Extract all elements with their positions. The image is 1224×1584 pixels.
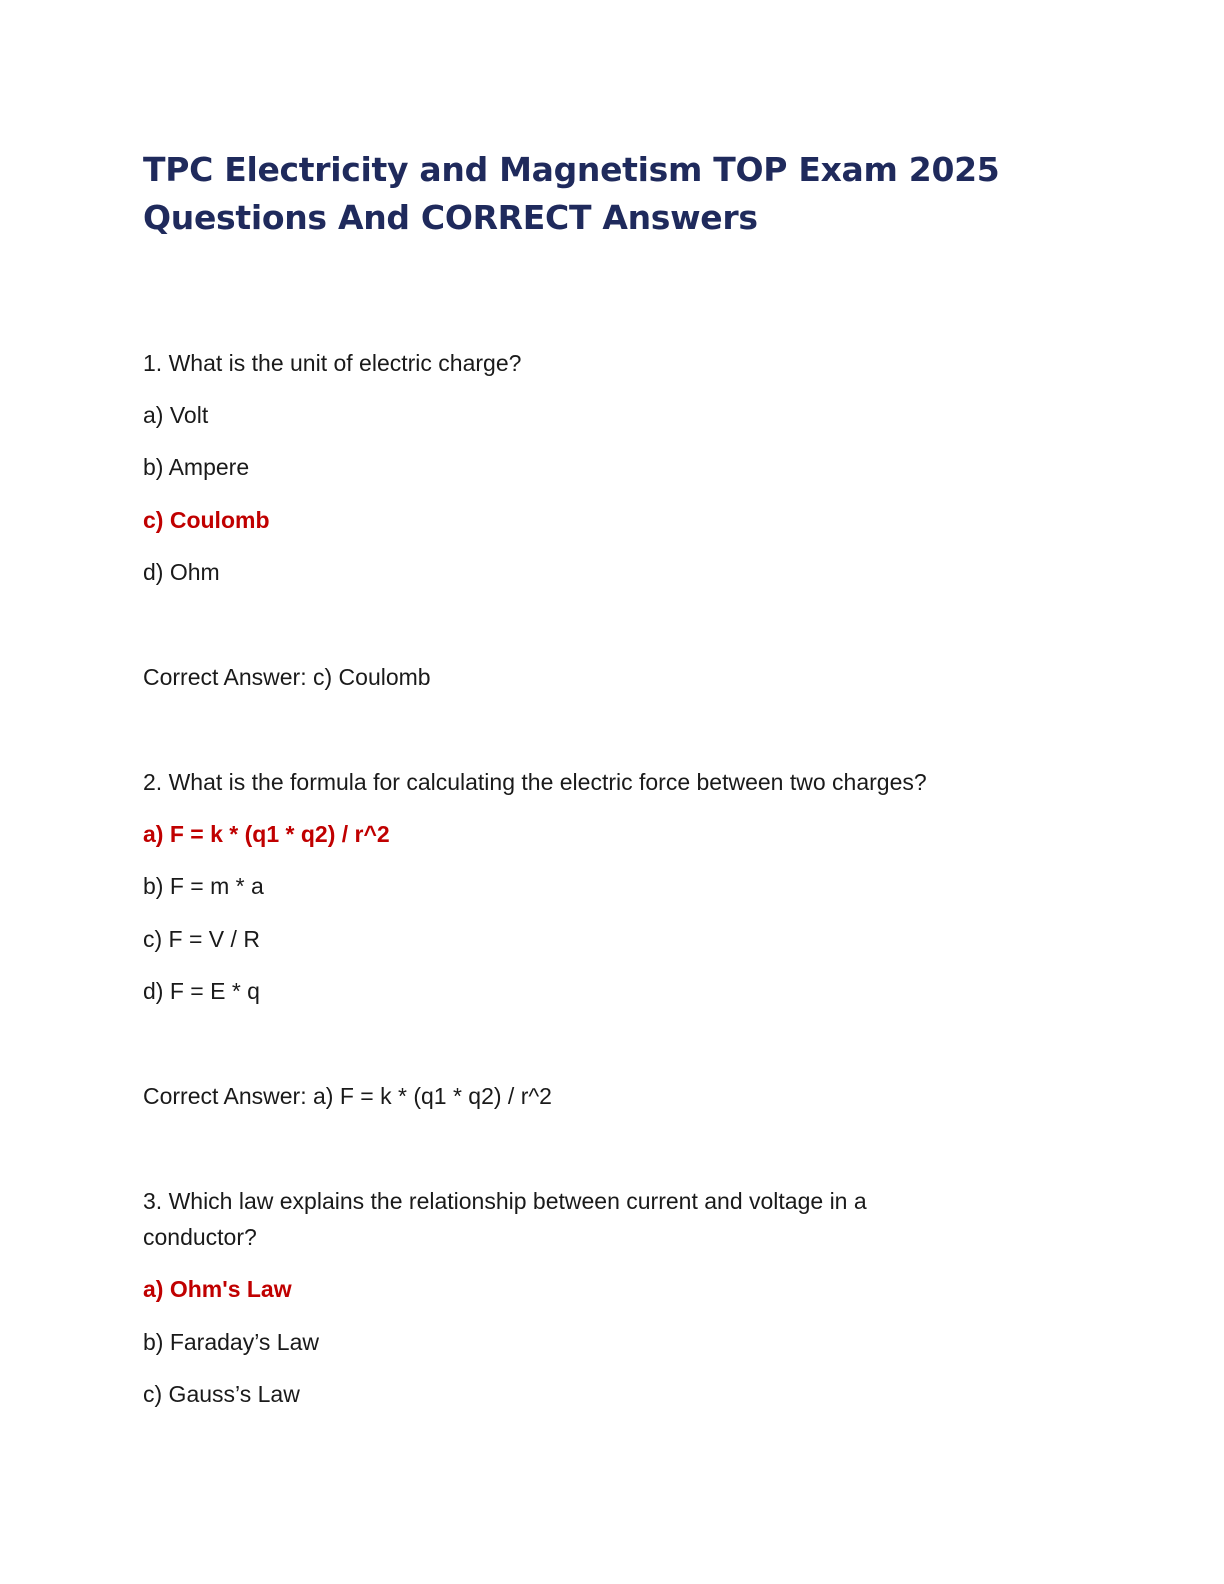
question-2-option-c: c) F = V / R xyxy=(143,926,260,952)
question-2-option-a-correct: a) F = k * (q1 * q2) / r^2 xyxy=(143,821,390,847)
question-3-option-b: b) Faraday’s Law xyxy=(143,1329,319,1355)
question-3-text-line-2: conductor? xyxy=(143,1224,257,1250)
question-1-text: 1. What is the unit of electric charge? xyxy=(143,350,522,376)
question-1-option-d: d) Ohm xyxy=(143,559,220,585)
question-2-option-b: b) F = m * a xyxy=(143,873,264,899)
question-1-option-c-correct: c) Coulomb xyxy=(143,507,270,533)
question-1-correct-answer: Correct Answer: c) Coulomb xyxy=(143,664,431,690)
title-line-1: TPC Electricity and Magnetism TOP Exam 2025 xyxy=(143,150,1000,189)
question-2-option-d: d) F = E * q xyxy=(143,978,260,1004)
question-3-text-line-1: 3. Which law explains the relationship between current and voltage in a xyxy=(143,1188,867,1214)
question-1-option-a: a) Volt xyxy=(143,402,209,428)
question-2-correct-answer: Correct Answer: a) F = k * (q1 * q2) / r^2 xyxy=(143,1083,552,1109)
document-title xyxy=(143,146,1103,242)
question-2-text: 2. What is the formula for calculating the electric force between two charges? xyxy=(143,769,927,795)
question-3-option-c: c) Gauss’s Law xyxy=(143,1381,300,1407)
title-line-2: Questions And CORRECT Answers xyxy=(143,198,758,237)
question-3-option-a-correct: a) Ohm's Law xyxy=(143,1276,292,1302)
question-1-option-b: b) Ampere xyxy=(143,454,250,480)
